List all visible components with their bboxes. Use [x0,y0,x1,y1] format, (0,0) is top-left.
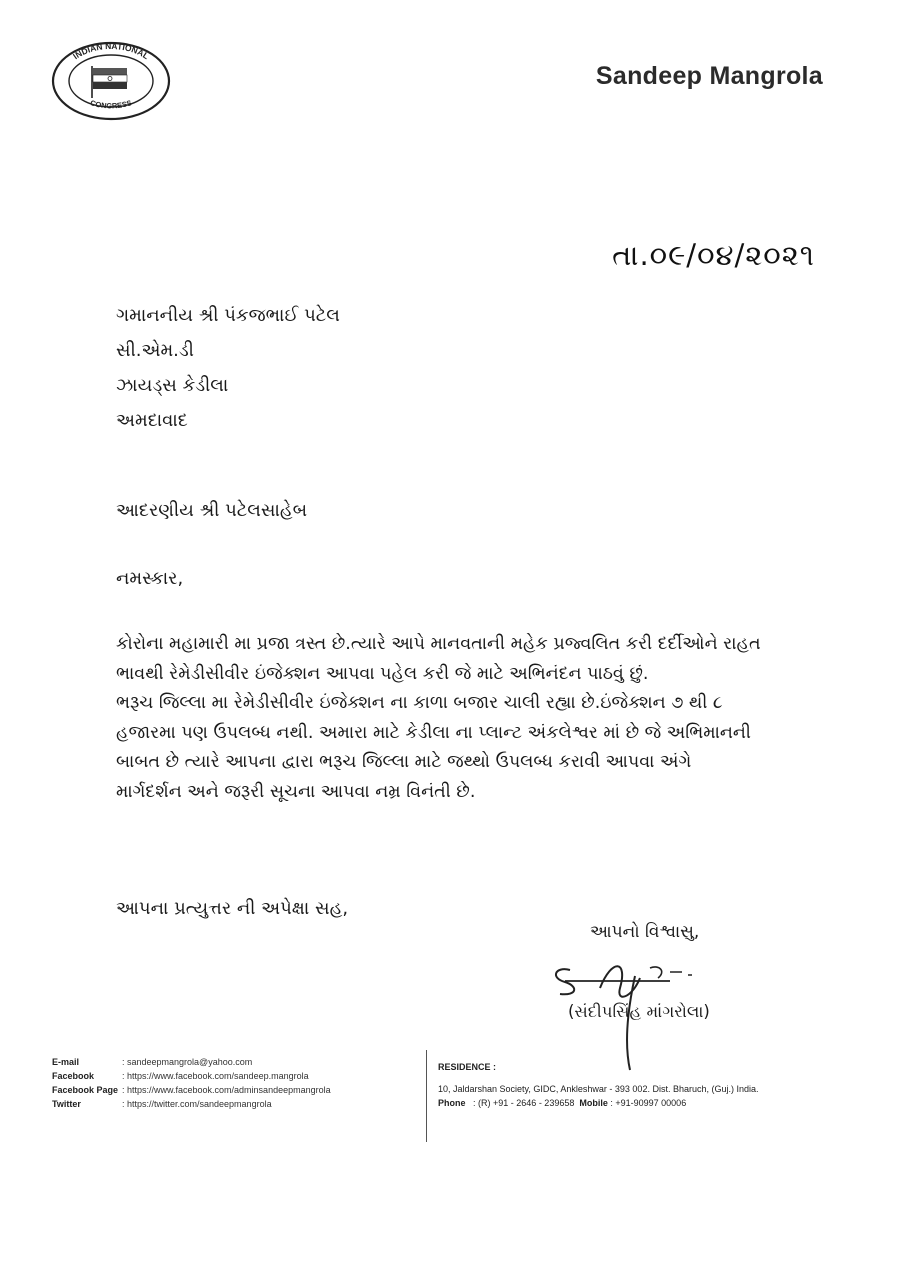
svg-text:CONGRESS [89,98,133,110]
contact-label: Twitter [52,1099,81,1109]
recipient-line: ઝાયડ્સ કેડીલા [116,375,229,396]
recipient-line: સી.એમ.ડી [116,340,194,361]
contact-value: : https://www.facebook.com/adminsandeepmangrola [122,1085,331,1095]
body-line: હજારમા પણ ઉપલબ્ધ નથી. અમારા માટે કેડીલા ના પ્લાન્ટ અંકલેશ્વર માં છે જે અભિમાનની [116,722,751,743]
contact-value: : sandeepmangrola@yahoo.com [122,1057,253,1067]
body-line: બાબત છે ત્યારે આપના દ્વારા ભરૂચ જિલ્લા માટે જથ્થો ઉપલબ્ધ કરાવી આપવા અંગે [116,752,692,772]
recipient-address [116,298,340,438]
contact-label: E-mail [52,1057,80,1067]
phone-label: Phone [438,1098,466,1108]
residence-address: 10, Jaldarshan Society, GIDC, Ankleshwar - 393 002. Dist. Bharuch, (Guj.) India. [438,1084,759,1094]
signatory-name: (સંદીપસિંહ માંગરોલા) [568,1002,710,1021]
contact-details [52,1055,331,1111]
congress-logo [50,40,172,122]
recipient-line: અમદાવાદ [116,410,188,431]
letter-date: તા.૦૯/૦૪/૨૦૨૧ [612,238,815,272]
flag-icon [92,66,127,98]
contact-row [52,1083,331,1097]
contact-row [52,1097,331,1111]
residence-title: RESIDENCE : [438,1062,497,1072]
contact-row [52,1069,331,1083]
recipient-line: ગમાનનીય શ્રી પંકજભાઈ પટેલ [116,305,340,326]
residence-details [438,1060,758,1110]
body-line: માર્ગદર્શન અને જરૂરી સૂચના આપવા નમ્ર વિનંતી છે. [116,781,476,802]
closing-line: આપના પ્રત્યુત્તર ની અપેક્ષા સહ, [116,898,349,919]
letter-body [116,630,876,807]
phone-line [438,1096,758,1110]
footer-divider [426,1050,427,1142]
logo-text-top: INDIAN NATIONAL [70,40,151,62]
yours-faithfully: આપનો વિશ્વાસુ, [590,922,700,942]
svg-text:INDIAN NATIONAL [71,41,151,61]
contact-label: Facebook Page [52,1085,119,1095]
contact-row [52,1055,331,1069]
body-line: ભાવથી રેમેડીસીવીર ઇંજેક્શન આપવા પહેલ કરી જે માટે અભિનંદન પાઠવું છું. [116,663,649,684]
mobile-value: : +91-90997 00006 [610,1098,687,1108]
greeting: નમસ્કાર, [116,568,184,589]
letterhead-name: Sandeep Mangrola [595,62,823,90]
contact-label: Facebook [52,1071,95,1081]
contact-value: : https://twitter.com/sandeepmangrola [122,1099,272,1109]
mobile-label: Mobile [579,1098,608,1108]
logo-text-bottom: CONGRESS [89,98,133,111]
body-line: ભરૂચ જિલ્લા મા રેમેડીસીવીર ઇંજેક્શન ના કાળા બજાર ચાલી રહ્યા છે.ઇંજેક્શન ૭ થી ૮ [116,693,723,713]
body-line: કોરોના મહામારી મા પ્રજા ત્રસ્ત છે.ત્યારે આપે માનવતાની મહેક પ્રજ્વલિત કરી દર્દીઓને રાહત [116,634,761,654]
salutation: આદરણીય શ્રી પટેલસાહેબ [116,500,308,521]
phone-value: : (R) +91 - 2646 - 239658 [473,1098,575,1108]
contact-value: : https://www.facebook.com/sandeep.mangrola [122,1071,309,1081]
